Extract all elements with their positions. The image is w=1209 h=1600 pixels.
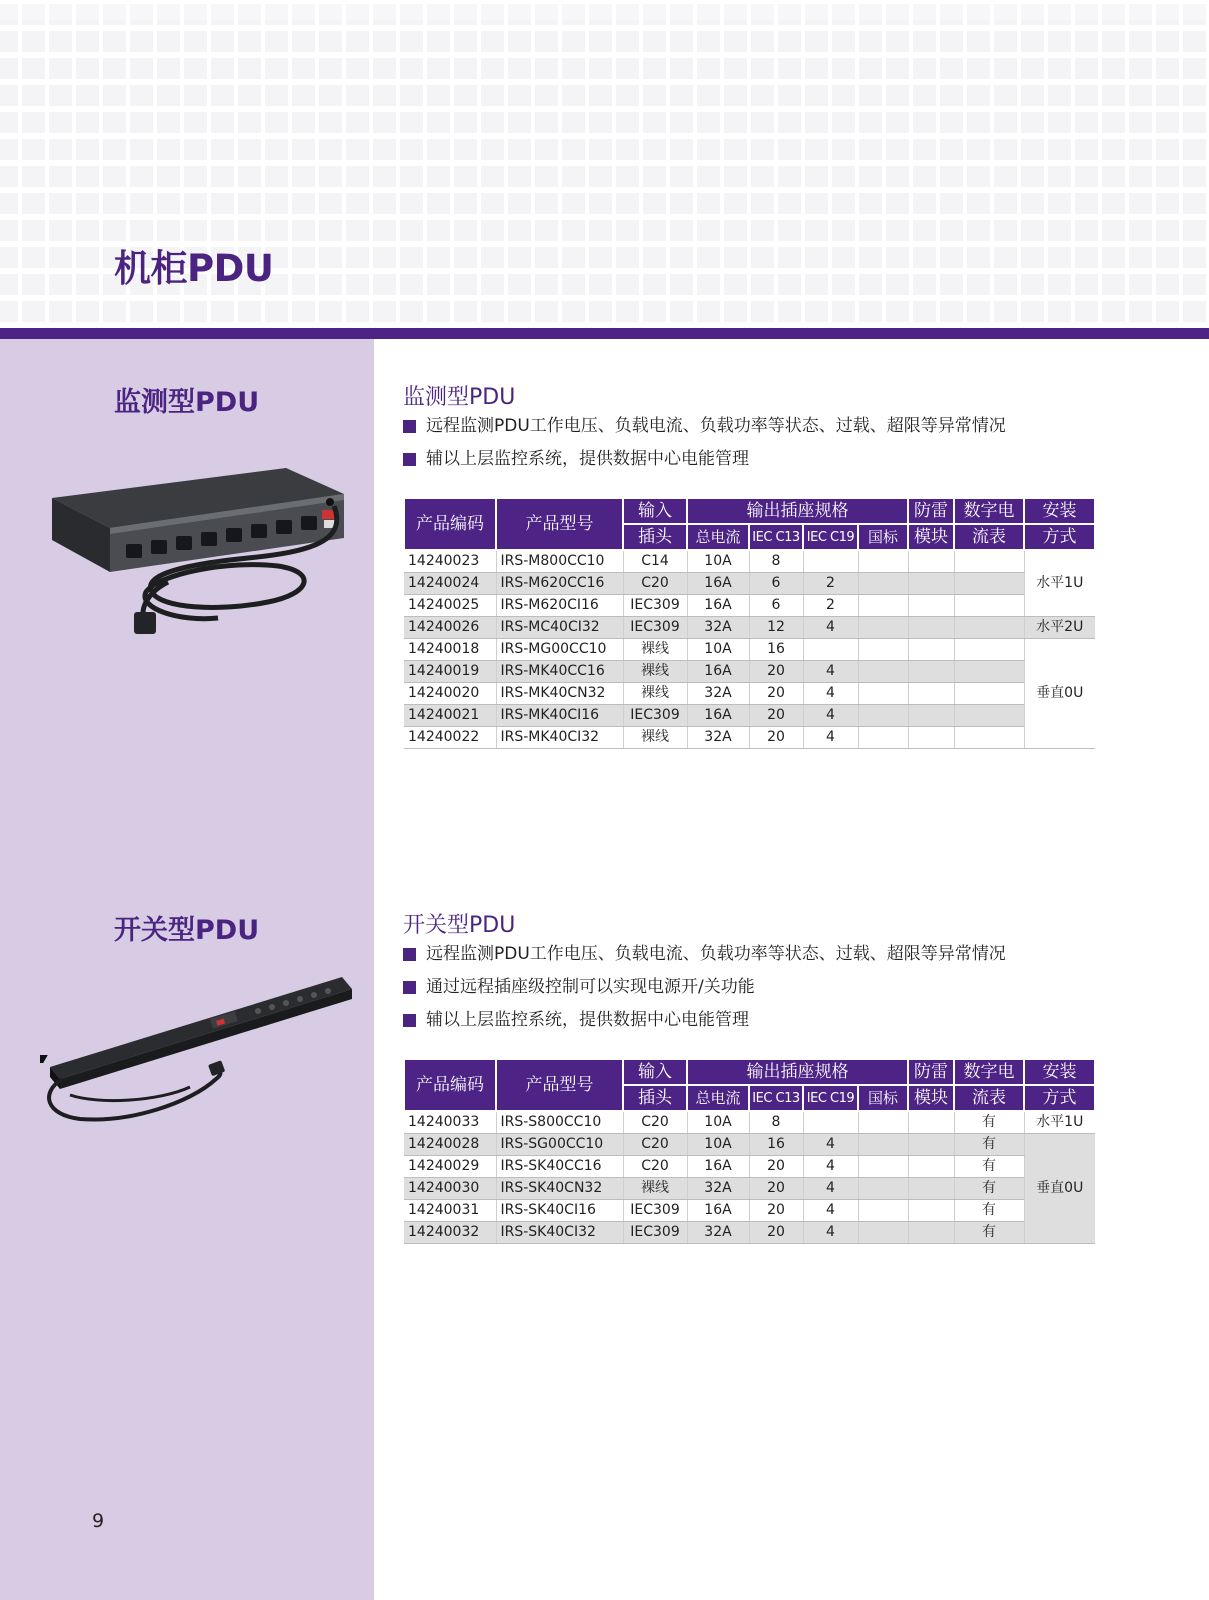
- table-row: [404, 1200, 1095, 1222]
- header-total-current: 总电流: [687, 524, 749, 550]
- cell-meter: [954, 705, 1024, 727]
- cell-gb: [858, 727, 908, 749]
- cell-lightning: [908, 1200, 954, 1222]
- cell-input: 裸线: [623, 1178, 687, 1200]
- cell-meter: 有: [954, 1222, 1024, 1244]
- cell-current: 32A: [687, 727, 749, 749]
- horizontal-pdu-image: [48, 462, 348, 642]
- switch-bullet-list: [403, 938, 1006, 1037]
- cell-current: 16A: [687, 661, 749, 683]
- cell-input: C20: [623, 1134, 687, 1156]
- cell-code: 14240021: [404, 705, 496, 727]
- vertical-pdu-image: [40, 975, 360, 1135]
- cell-code: 14240033: [404, 1111, 496, 1134]
- cell-model: IRS-MG00CC10: [496, 639, 623, 661]
- cell-current: 16A: [687, 573, 749, 595]
- cell-c13: 20: [749, 1222, 803, 1244]
- header-iec-c13: IEC C13: [749, 1085, 803, 1111]
- cell-current: 16A: [687, 595, 749, 617]
- header-model: 产品型号: [496, 1059, 623, 1111]
- cell-current: 10A: [687, 639, 749, 661]
- cell-meter: [954, 573, 1024, 595]
- header-input-top: 输入: [623, 498, 687, 524]
- cell-current: 10A: [687, 1111, 749, 1134]
- cell-model: IRS-SG00CC10: [496, 1134, 623, 1156]
- bullet-item: [403, 410, 1006, 443]
- cell-current: 32A: [687, 1222, 749, 1244]
- cell-code: 14240025: [404, 595, 496, 617]
- left-heading-monitor: 监测型PDU: [114, 387, 260, 418]
- cell-lightning: [908, 573, 954, 595]
- switch-section-heading: 开关型PDU: [403, 913, 516, 938]
- cell-lightning: [908, 639, 954, 661]
- cell-gb: [858, 705, 908, 727]
- table-row: [404, 550, 1095, 573]
- cell-c13: 16: [749, 639, 803, 661]
- header-divider: [0, 328, 1209, 339]
- cell-c19: 4: [803, 727, 858, 749]
- header-input-bottom: 插头: [623, 1085, 687, 1111]
- cell-model: IRS-SK40CI16: [496, 1200, 623, 1222]
- table-row: [404, 1111, 1095, 1134]
- cell-current: 10A: [687, 1134, 749, 1156]
- cell-gb: [858, 639, 908, 661]
- cell-meter: 有: [954, 1156, 1024, 1178]
- cell-model: IRS-MC40CI32: [496, 617, 623, 639]
- cell-gb: [858, 617, 908, 639]
- bullet-text: 通过远程插座级控制可以实现电源开/关功能: [426, 977, 755, 997]
- cell-mount: 水平1U: [1024, 550, 1095, 617]
- cell-meter: 有: [954, 1200, 1024, 1222]
- cell-model: IRS-SK40CI32: [496, 1222, 623, 1244]
- header-output: 输出插座规格: [687, 498, 908, 524]
- table-row: [404, 639, 1095, 661]
- cell-current: 16A: [687, 1156, 749, 1178]
- cell-gb: [858, 1156, 908, 1178]
- cell-c19: 2: [803, 573, 858, 595]
- cell-c19: 4: [803, 617, 858, 639]
- cell-lightning: [908, 1222, 954, 1244]
- cell-gb: [858, 683, 908, 705]
- header-mount-bottom: 方式: [1024, 1085, 1095, 1111]
- bullet-item: [403, 971, 1006, 1004]
- cell-c13: 6: [749, 573, 803, 595]
- header-meter-bottom: 流表: [954, 524, 1024, 550]
- cell-code: 14240020: [404, 683, 496, 705]
- cell-c19: 4: [803, 1200, 858, 1222]
- cell-model: IRS-M800CC10: [496, 550, 623, 573]
- header-iec-c19: IEC C19: [803, 1085, 858, 1111]
- cell-gb: [858, 1111, 908, 1134]
- table-row: [404, 705, 1095, 727]
- cell-gb: [858, 1200, 908, 1222]
- cell-current: 16A: [687, 705, 749, 727]
- header-gb: 国标: [858, 524, 908, 550]
- cell-lightning: [908, 1111, 954, 1134]
- cell-gb: [858, 1134, 908, 1156]
- cell-lightning: [908, 550, 954, 573]
- cell-current: 32A: [687, 683, 749, 705]
- table-row: [404, 573, 1095, 595]
- header-gb: 国标: [858, 1085, 908, 1111]
- square-bullet-icon: [403, 1014, 416, 1027]
- cell-meter: 有: [954, 1111, 1024, 1134]
- header-iec-c19: IEC C19: [803, 524, 858, 550]
- cell-model: IRS-MK40CI16: [496, 705, 623, 727]
- cell-input: C20: [623, 573, 687, 595]
- table-row: [404, 1134, 1095, 1156]
- header-model: 产品型号: [496, 498, 623, 550]
- cell-code: 14240029: [404, 1156, 496, 1178]
- header-input-bottom: 插头: [623, 524, 687, 550]
- header-meter-top: 数字电: [954, 1059, 1024, 1085]
- cell-lightning: [908, 1178, 954, 1200]
- cell-code: 14240028: [404, 1134, 496, 1156]
- header-input-top: 输入: [623, 1059, 687, 1085]
- cell-input: IEC309: [623, 705, 687, 727]
- monitor-section-heading: 监测型PDU: [403, 385, 516, 410]
- table-row: [404, 617, 1095, 639]
- cell-model: IRS-MK40CC16: [496, 661, 623, 683]
- header-lightning-bottom: 模块: [908, 524, 954, 550]
- cell-gb: [858, 595, 908, 617]
- cell-c13: 16: [749, 1134, 803, 1156]
- cell-c19: 4: [803, 1222, 858, 1244]
- cell-mount: 水平1U: [1024, 1111, 1095, 1134]
- cell-c13: 8: [749, 550, 803, 573]
- header-code: 产品编码: [404, 498, 496, 550]
- cell-mount: 垂直0U: [1024, 639, 1095, 749]
- table-row: [404, 1178, 1095, 1200]
- square-bullet-icon: [403, 420, 416, 433]
- cell-c13: 8: [749, 1111, 803, 1134]
- bullet-item: [403, 443, 1006, 476]
- table-row: [404, 727, 1095, 749]
- cell-gb: [858, 1222, 908, 1244]
- cell-gb: [858, 661, 908, 683]
- cell-c13: 20: [749, 1156, 803, 1178]
- cell-input: IEC309: [623, 1222, 687, 1244]
- bullet-text: 远程监测PDU工作电压、负载电流、负载功率等状态、过载、超限等异常情况: [426, 944, 1006, 964]
- cell-c13: 20: [749, 1178, 803, 1200]
- cell-meter: [954, 683, 1024, 705]
- cell-c19: 4: [803, 1178, 858, 1200]
- cell-c19: [803, 639, 858, 661]
- bullet-item: [403, 1004, 1006, 1037]
- page-number: 9: [92, 1510, 105, 1532]
- table-row: [404, 1222, 1095, 1244]
- cell-meter: [954, 550, 1024, 573]
- square-bullet-icon: [403, 948, 416, 961]
- cell-gb: [858, 1178, 908, 1200]
- header-lightning-top: 防雷: [908, 498, 954, 524]
- cell-code: 14240032: [404, 1222, 496, 1244]
- cell-mount: 垂直0U: [1024, 1134, 1095, 1244]
- cell-c19: 4: [803, 705, 858, 727]
- header-meter-bottom: 流表: [954, 1085, 1024, 1111]
- cell-code: 14240026: [404, 617, 496, 639]
- cell-c13: 12: [749, 617, 803, 639]
- header-mount-top: 安装: [1024, 498, 1095, 524]
- square-bullet-icon: [403, 981, 416, 994]
- cell-code: 14240023: [404, 550, 496, 573]
- cell-lightning: [908, 617, 954, 639]
- cell-mount: 水平2U: [1024, 617, 1095, 639]
- cell-c19: 2: [803, 595, 858, 617]
- cell-lightning: [908, 1134, 954, 1156]
- cell-c13: 20: [749, 661, 803, 683]
- cell-input: IEC309: [623, 1200, 687, 1222]
- cell-input: C20: [623, 1156, 687, 1178]
- cell-model: IRS-SK40CN32: [496, 1178, 623, 1200]
- cell-c13: 6: [749, 595, 803, 617]
- cell-gb: [858, 550, 908, 573]
- cell-c19: 4: [803, 683, 858, 705]
- header-iec-c13: IEC C13: [749, 524, 803, 550]
- cell-code: 14240031: [404, 1200, 496, 1222]
- cell-current: 16A: [687, 1200, 749, 1222]
- cell-input: C20: [623, 1111, 687, 1134]
- header-mount-bottom: 方式: [1024, 524, 1095, 550]
- cell-code: 14240019: [404, 661, 496, 683]
- header-total-current: 总电流: [687, 1085, 749, 1111]
- table-row: [404, 661, 1095, 683]
- table-row: [404, 683, 1095, 705]
- header-mount-top: 安装: [1024, 1059, 1095, 1085]
- cell-lightning: [908, 705, 954, 727]
- cell-lightning: [908, 683, 954, 705]
- cell-input: IEC309: [623, 617, 687, 639]
- cell-current: 32A: [687, 1178, 749, 1200]
- cell-code: 14240022: [404, 727, 496, 749]
- table-row: [404, 595, 1095, 617]
- left-heading-switch: 开关型PDU: [114, 915, 260, 946]
- cell-c19: 4: [803, 661, 858, 683]
- bullet-text: 辅以上层监控系统，提供数据中心电能管理: [426, 1010, 749, 1030]
- cell-input: 裸线: [623, 683, 687, 705]
- cell-c19: [803, 550, 858, 573]
- cell-code: 14240018: [404, 639, 496, 661]
- monitor-bullet-list: [403, 410, 1006, 476]
- cell-c19: [803, 1111, 858, 1134]
- cell-code: 14240024: [404, 573, 496, 595]
- cell-c13: 20: [749, 1200, 803, 1222]
- cell-meter: [954, 595, 1024, 617]
- bullet-text: 远程监测PDU工作电压、负载电流、负载功率等状态、过载、超限等异常情况: [426, 416, 1006, 436]
- cell-c19: 4: [803, 1134, 858, 1156]
- cell-meter: 有: [954, 1178, 1024, 1200]
- cell-model: IRS-S800CC10: [496, 1111, 623, 1134]
- cell-input: 裸线: [623, 727, 687, 749]
- page-title: 机柜PDU: [114, 247, 274, 290]
- cell-input: 裸线: [623, 639, 687, 661]
- cell-meter: [954, 617, 1024, 639]
- cell-model: IRS-M620CI16: [496, 595, 623, 617]
- cell-meter: [954, 639, 1024, 661]
- cell-lightning: [908, 595, 954, 617]
- cell-lightning: [908, 727, 954, 749]
- cell-model: IRS-SK40CC16: [496, 1156, 623, 1178]
- cell-model: IRS-M620CC16: [496, 573, 623, 595]
- square-bullet-icon: [403, 453, 416, 466]
- cell-c19: 4: [803, 1156, 858, 1178]
- cell-c13: 20: [749, 683, 803, 705]
- cell-model: IRS-MK40CN32: [496, 683, 623, 705]
- header-lightning-top: 防雷: [908, 1059, 954, 1085]
- cell-lightning: [908, 661, 954, 683]
- table-row: [404, 1156, 1095, 1178]
- header-lightning-bottom: 模块: [908, 1085, 954, 1111]
- header-code: 产品编码: [404, 1059, 496, 1111]
- cell-lightning: [908, 1156, 954, 1178]
- cell-code: 14240030: [404, 1178, 496, 1200]
- header-output: 输出插座规格: [687, 1059, 908, 1085]
- cell-meter: [954, 727, 1024, 749]
- cell-c13: 20: [749, 705, 803, 727]
- bullet-item: [403, 938, 1006, 971]
- cell-meter: [954, 661, 1024, 683]
- cell-input: C14: [623, 550, 687, 573]
- cell-input: IEC309: [623, 595, 687, 617]
- cell-c13: 20: [749, 727, 803, 749]
- switch-spec-table: [403, 1058, 1096, 1244]
- cell-meter: 有: [954, 1134, 1024, 1156]
- header-meter-top: 数字电: [954, 498, 1024, 524]
- cell-gb: [858, 573, 908, 595]
- cell-current: 10A: [687, 550, 749, 573]
- bullet-text: 辅以上层监控系统，提供数据中心电能管理: [426, 449, 749, 469]
- cell-model: IRS-MK40CI32: [496, 727, 623, 749]
- cell-current: 32A: [687, 617, 749, 639]
- cell-input: 裸线: [623, 661, 687, 683]
- monitor-spec-table: [403, 497, 1096, 749]
